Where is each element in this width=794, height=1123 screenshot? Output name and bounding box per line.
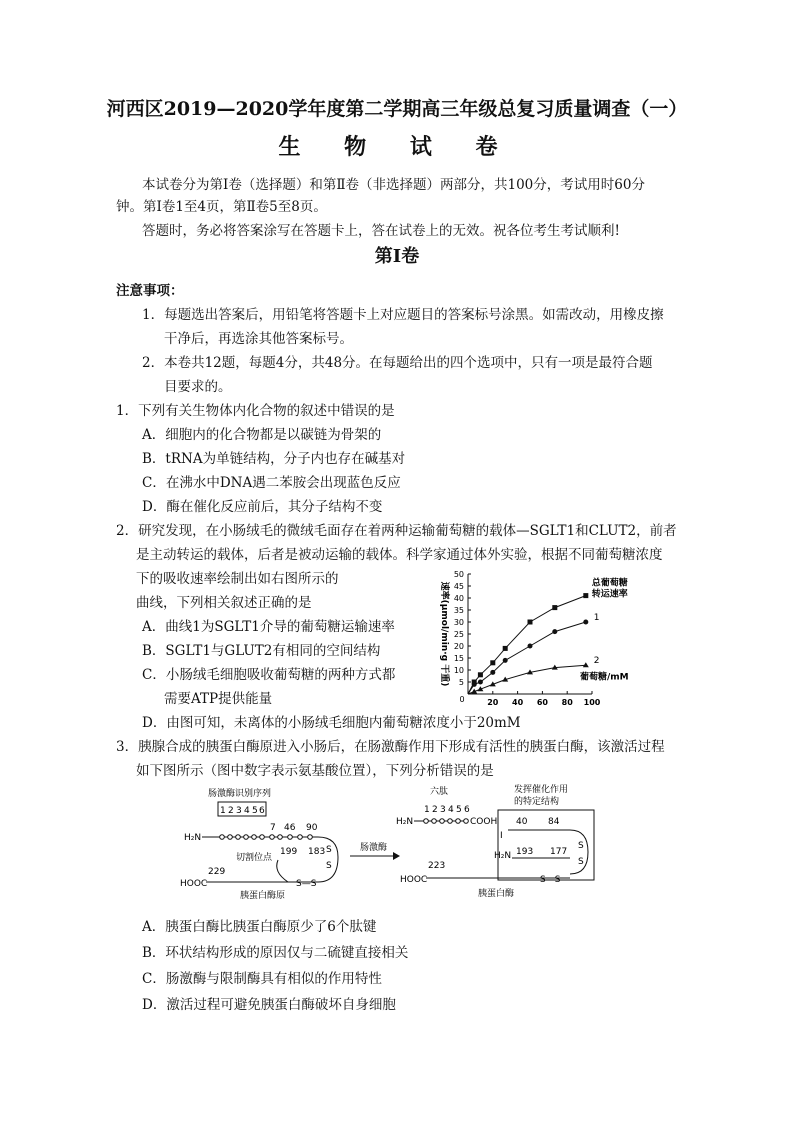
- amino-acid-bead: [228, 835, 233, 840]
- page-title: 河西区2019—2020学年度第二学期高三年级总复习质量调查（一）: [106, 98, 688, 120]
- amino-acid-bead: [308, 835, 313, 840]
- trypsin-n-terminus: H₂N: [494, 851, 512, 861]
- q3-option-c: C．肠激酶与限制酶具有相似的作用特性: [142, 971, 382, 987]
- left-disulfide: S—S: [296, 879, 317, 889]
- glucose-transport-chart: [418, 564, 688, 714]
- amino-acid-bead: [440, 819, 445, 824]
- note-2-line-2: 目要求的。: [164, 379, 232, 395]
- q3-option-d: D．激活过程可避免胰蛋白酶破坏自身细胞: [142, 997, 396, 1013]
- functional-structure-label-2: 的特定结构: [514, 797, 560, 807]
- q2-option-a: A．曲线1为SGLT1介导的葡萄糖运输速率: [142, 619, 395, 635]
- q2-stem-line-3: 下的吸收速率绘制出如右图所示的: [136, 571, 339, 587]
- residue-5: 5: [252, 806, 258, 816]
- y-tick-label: 50: [453, 570, 464, 579]
- origin-label: 0: [459, 695, 465, 704]
- q3-stem-line-2: 如下图所示（图中数字表示氨基酸位置），下列分析错误的是: [136, 763, 494, 779]
- q3-stem-line-1: 3．胰腺合成的胰蛋白酶原进入小肠后，在肠激酶作用下形成有活性的胰蛋白酶，该激活过程: [116, 739, 665, 755]
- series-point-circle: [490, 670, 495, 675]
- hex-residue-6: 6: [464, 805, 470, 815]
- series-point-square: [478, 672, 483, 677]
- q1-option-c: C．在沸水中DNA遇二苯胺会出现蓝色反应: [142, 475, 401, 491]
- residue-90: 90: [306, 823, 318, 833]
- paper-subject-title: 生 物 试 卷: [278, 134, 516, 160]
- q1-stem: 1．下列有关生物体内化合物的叙述中错误的是: [116, 403, 395, 419]
- amino-acid-bead: [244, 835, 249, 840]
- q2-option-c-line-2: 需要ATP提供能量: [164, 691, 273, 707]
- amino-acid-bead: [278, 835, 283, 840]
- residue-4: 4: [244, 806, 250, 816]
- disulfide-s-top: S: [326, 845, 332, 855]
- functional-structure-label-1: 发挥催化作用: [514, 785, 569, 795]
- amino-acid-bead: [298, 835, 303, 840]
- hex-residue-4: 4: [448, 805, 454, 815]
- y-tick-label: 40: [453, 594, 464, 603]
- disulfide-s-bottom: S: [326, 861, 332, 871]
- amino-acid-bead: [236, 835, 241, 840]
- q2-stem-line-2: 是主动转运的载体，后者是被动运输的载体。科学家通过体外实验，根据不同葡萄糖浓度: [136, 547, 663, 563]
- residue-229: 229: [208, 867, 226, 877]
- series-point-circle: [478, 680, 483, 685]
- q3-option-a: A．胰蛋白酶比胰蛋白酶原少了6个肽键: [142, 919, 377, 935]
- series-point-circle: [552, 629, 557, 634]
- residue-46: 46: [284, 823, 296, 833]
- trypsin-caption: 胰蛋白酶: [478, 889, 515, 899]
- amino-acid-bead: [252, 835, 257, 840]
- series-point-square: [583, 593, 588, 598]
- trypsin-disulfide-s-top: S: [578, 841, 584, 851]
- hex-residue-5: 5: [456, 805, 462, 815]
- hexapeptide-c-terminus: COOH: [470, 817, 498, 827]
- trypsin-disulfide: S—S: [540, 875, 561, 885]
- amino-acid-bead: [260, 835, 265, 840]
- q2-stem-line-4: 曲线，下列相关叙述正确的是: [136, 595, 312, 611]
- series-label-2: 2: [593, 656, 600, 667]
- series-point-triangle: [583, 662, 589, 667]
- amino-acid-bead: [432, 819, 437, 824]
- series-point-circle: [472, 682, 477, 687]
- note-2-line-1: 2．本卷共12题，每题4分，共48分。在每题给出的四个选项中，只有一项是最符合题: [142, 355, 653, 371]
- amino-acid-bead: [424, 819, 429, 824]
- amino-acid-bead: [464, 819, 469, 824]
- hexapeptide-label: 六肽: [430, 787, 449, 797]
- series-label-1: 1: [593, 613, 600, 623]
- amino-acid-bead: [448, 819, 453, 824]
- x-tick-label: 80: [561, 698, 573, 707]
- y-tick-label: 20: [453, 642, 464, 651]
- q2-option-c-line-1: C．小肠绒毛细胞吸收葡萄糖的两种方式都: [142, 667, 396, 683]
- series-line-1: [468, 596, 586, 694]
- left-n-terminus: H₂N: [184, 833, 202, 843]
- cleavage-site-label: 切割位点: [236, 853, 273, 863]
- y-tick-label: 15: [453, 654, 464, 663]
- amino-acid-bead: [288, 835, 293, 840]
- series-point-circle: [503, 658, 508, 663]
- amino-acid-bead: [220, 835, 225, 840]
- x-tick-label: 40: [512, 698, 524, 707]
- intro-line-1: 本试卷分为第Ⅰ卷（选择题）和第Ⅱ卷（非选择题）两部分，共100分，考试用时60分: [142, 177, 645, 193]
- x-tick-label: 60: [536, 698, 548, 707]
- y-tick-label: 25: [453, 630, 464, 639]
- trypsin-c-terminus: HOOC: [400, 875, 428, 885]
- series-point-circle: [528, 644, 533, 649]
- recognition-sequence-label: 肠激酶识别序列: [208, 789, 272, 799]
- series-point-square: [503, 646, 508, 651]
- trypsin-residue-223: 223: [428, 861, 446, 871]
- residue-199: 199: [280, 847, 298, 857]
- intro-line-2: 钟。第Ⅰ卷1至4页，第Ⅱ卷5至8页。: [116, 199, 327, 215]
- trypsin-residue-40: 40: [516, 817, 528, 827]
- x-tick-label: 20: [487, 698, 499, 707]
- notes-heading: 注意事项：: [116, 283, 184, 299]
- series-line-2: [468, 622, 586, 694]
- left-c-terminus: HOOC: [180, 879, 208, 889]
- series-point-square: [552, 605, 557, 610]
- residue-7: 7: [270, 823, 276, 833]
- note-1-line-2: 干净后，再选涂其他答案标号。: [164, 331, 353, 347]
- trypsin-residue-177: 177: [550, 847, 568, 857]
- q1-option-a: A．细胞内的化合物都是以碳链为骨架的: [142, 427, 382, 443]
- y-tick-label: 45: [453, 582, 464, 591]
- hex-residue-2: 2: [432, 805, 438, 815]
- trypsinogen-caption: 胰蛋白酶原: [240, 891, 286, 901]
- q2-option-b: B．SGLT1与GLUT2有相同的空间结构: [142, 643, 381, 659]
- y-tick-label: 30: [453, 618, 464, 627]
- intro-line-3: 答题时，务必将答案涂写在答题卡上，答在试卷上的无效。祝各位考生考试顺利!: [142, 223, 620, 239]
- x-axis-label: 葡萄糖/mM: [580, 672, 629, 683]
- y-axis-label: 速率(μmol/min·g 干重): [439, 581, 449, 687]
- series-point-square: [528, 620, 533, 625]
- residue-1: 1: [220, 806, 226, 816]
- hex-residue-1: 1: [424, 805, 430, 815]
- trypsinogen-activation-diagram: [178, 782, 598, 902]
- trypsin-disulfide-s-bottom: S: [578, 857, 584, 867]
- q3-option-b: B．环状结构形成的原因仅与二硫键直接相关: [142, 945, 409, 961]
- volume-heading: 第Ⅰ卷: [374, 246, 420, 267]
- y-tick-label: 10: [453, 666, 464, 675]
- y-tick-label: 35: [453, 606, 464, 615]
- q1-option-d: D．酶在催化反应前后，其分子结构不变: [142, 499, 383, 515]
- label-i: I: [500, 831, 503, 841]
- residue-3: 3: [236, 806, 242, 816]
- trypsin-residue-193: 193: [516, 847, 534, 857]
- note-1-line-1: 1．每题选出答案后，用铅笔将答题卡上对应题目的答案标号涂黑。如需改动，用橡皮擦: [142, 307, 664, 323]
- q2-stem-line-1: 2．研究发现，在小肠绒毛的微绒毛面存在着两种运输葡萄糖的载体—SGLT1和CLUT2，前者: [116, 523, 677, 539]
- residue-183: 183: [308, 847, 326, 857]
- q1-option-b: B．tRNA为单链结构，分子内也存在碱基对: [142, 451, 406, 467]
- trypsin-residue-84: 84: [548, 817, 560, 827]
- amino-acid-bead: [456, 819, 461, 824]
- x-tick-label: 100: [583, 698, 601, 707]
- q2-option-d: D．由图可知，未离体的小肠绒毛细胞内葡萄糖浓度小于20mM: [142, 715, 521, 731]
- enterokinase-label: 肠激酶: [360, 843, 388, 853]
- y-tick-label: 5: [458, 678, 464, 687]
- residue-2: 2: [228, 806, 234, 816]
- series-point-square: [490, 660, 495, 665]
- hexapeptide-n-terminus: H₂N: [396, 817, 414, 827]
- amino-acid-bead: [270, 835, 275, 840]
- residue-6: 6: [259, 806, 265, 816]
- series-label-total-line-1: 总葡萄糖: [591, 578, 628, 589]
- hex-residue-3: 3: [440, 805, 446, 815]
- series-label-total-line-2: 转运速率: [591, 589, 628, 600]
- series-point-circle: [583, 620, 588, 625]
